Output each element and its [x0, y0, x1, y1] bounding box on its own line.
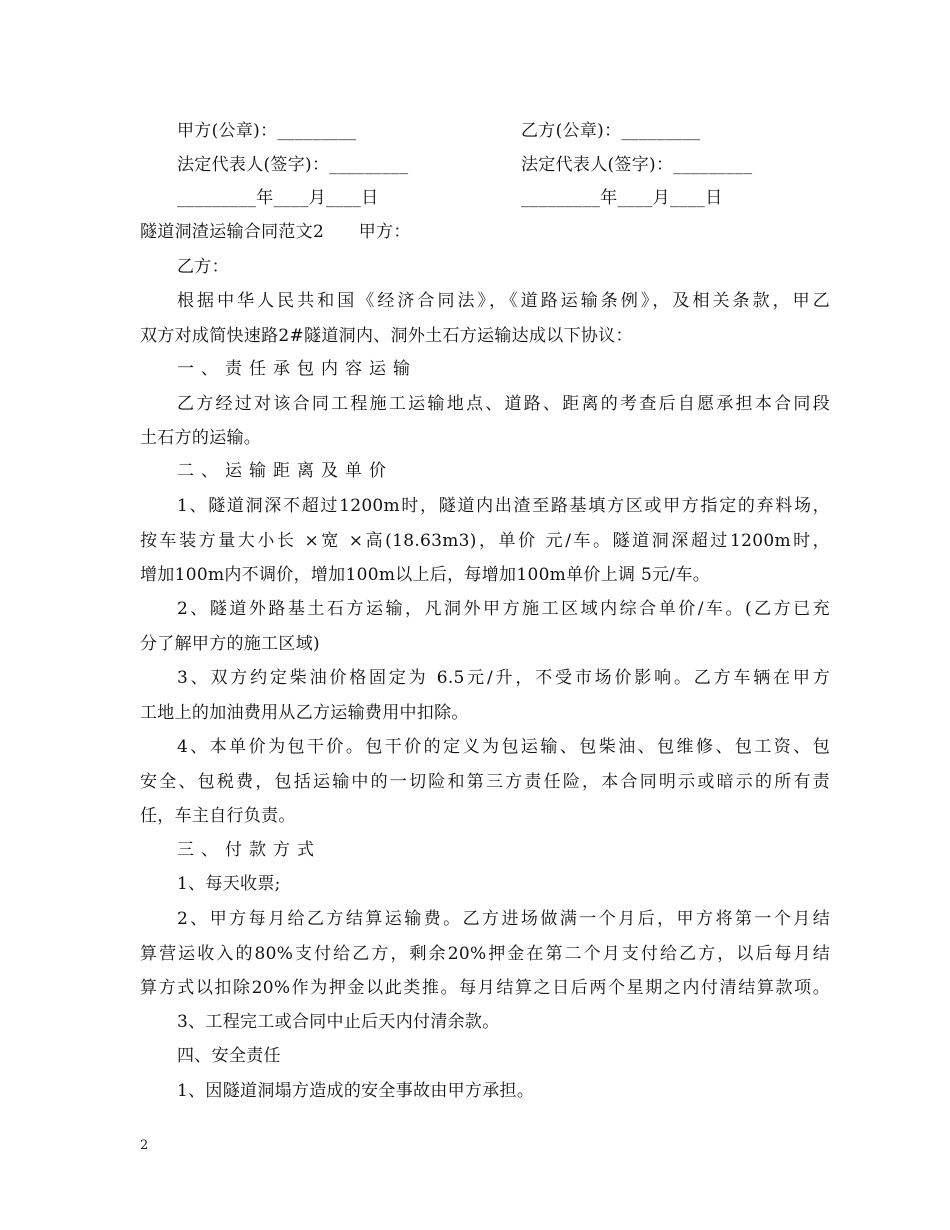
party-a-seal-line: 甲方(公章)：_________	[177, 121, 357, 141]
section-1-paragraph-line-2: 土石方的运输。	[140, 428, 262, 448]
section-2-item-4-line-1: 4、本单价为包干价。包干价的定义为包运输、包柴油、包维修、包工资、包	[177, 737, 830, 757]
section-3-item-2-line-1: 2、甲方每月给乙方结算运输费。乙方进场做满一个月后，甲方将第一个月结	[177, 909, 830, 929]
intro-line-1: 根据中华人民共和国《经济合同法》，《道路运输条例》，及相关条款，甲乙	[177, 291, 830, 311]
party-a-date-line: _________年____月____日	[177, 188, 379, 208]
section-4-item-1: 1、因隧道洞塌方造成的安全事故由甲方承担。	[177, 1081, 535, 1101]
section-2-item-3-line-1: 3、双方约定柴油价格固定为 6.5元/升，不受市场价影响。乙方车辆在甲方	[177, 668, 830, 688]
section-3-item-2-line-2: 算营运收入的80%支付给乙方，剩余20%押金在第二个月支付给乙方，以后每月结	[140, 944, 830, 964]
section-2-item-3-line-2: 工地上的加油费用从乙方运输费用中扣除。	[140, 703, 469, 723]
section-4-heading: 四、安全责任	[177, 1046, 281, 1066]
intro-line-2: 双方对成简快速路2#隧道洞内、洞外土石方运输达成以下协议：	[140, 326, 633, 346]
party-a-rep-line: 法定代表人(签字)：_________	[177, 155, 409, 175]
section-2-item-1-line-2: 按车装方量大小长 ×宽 ×高(18.63m3)，单价 元/车。隧道洞深超过1200m时，	[140, 531, 830, 551]
section-2-heading: 二、运输距离及单价	[177, 461, 393, 481]
section-3-item-2-line-3: 算方式以扣除20%作为押金以此类推。每月结算之日后两个星期之内付清结算款项。	[140, 978, 830, 998]
section-2-item-1-line-3: 增加100m内不调价，增加100m以上后，每增加100m单价上调 5元/车。	[140, 565, 711, 585]
party-b-date-line: _________年____月____日	[521, 188, 723, 208]
section-2-item-4-line-3: 任，车主自行负责。	[140, 806, 296, 826]
section-3-item-1: 1、每天收票;	[177, 874, 281, 894]
page-number: 2	[140, 1138, 149, 1153]
section-1-heading: 一、责任承包内容运输	[177, 359, 417, 379]
section-3-heading: 三、付款方式	[177, 840, 321, 860]
document-title-line: 隧道洞渣运输合同范文2 甲方：	[140, 222, 411, 242]
party-b-rep-line: 法定代表人(签字)：_________	[521, 155, 753, 175]
section-2-item-4-line-2: 安全、包税费，包括运输中的一切险和第三方责任险，本合同明示或暗示的所有责	[140, 772, 830, 792]
section-2-item-2-line-1: 2、隧道外路基土石方运输，凡洞外甲方施工区域内综合单价/车。(乙方已充	[177, 599, 830, 619]
section-2-item-2-line-2: 分了解甲方的施工区域)	[140, 634, 320, 654]
section-3-item-3: 3、工程完工或合同中止后天内付清余款。	[177, 1012, 500, 1032]
section-2-item-1-line-1: 1、隧道洞深不超过1200m时，隧道内出渣至路基填方区或甲方指定的弃料场，	[177, 496, 830, 516]
party-b-label: 乙方：	[177, 257, 229, 277]
section-1-paragraph-line-1: 乙方经过对该合同工程施工运输地点、道路、距离的考查后自愿承担本合同段	[177, 394, 830, 414]
party-b-seal-line: 乙方(公章)：_________	[521, 121, 701, 141]
